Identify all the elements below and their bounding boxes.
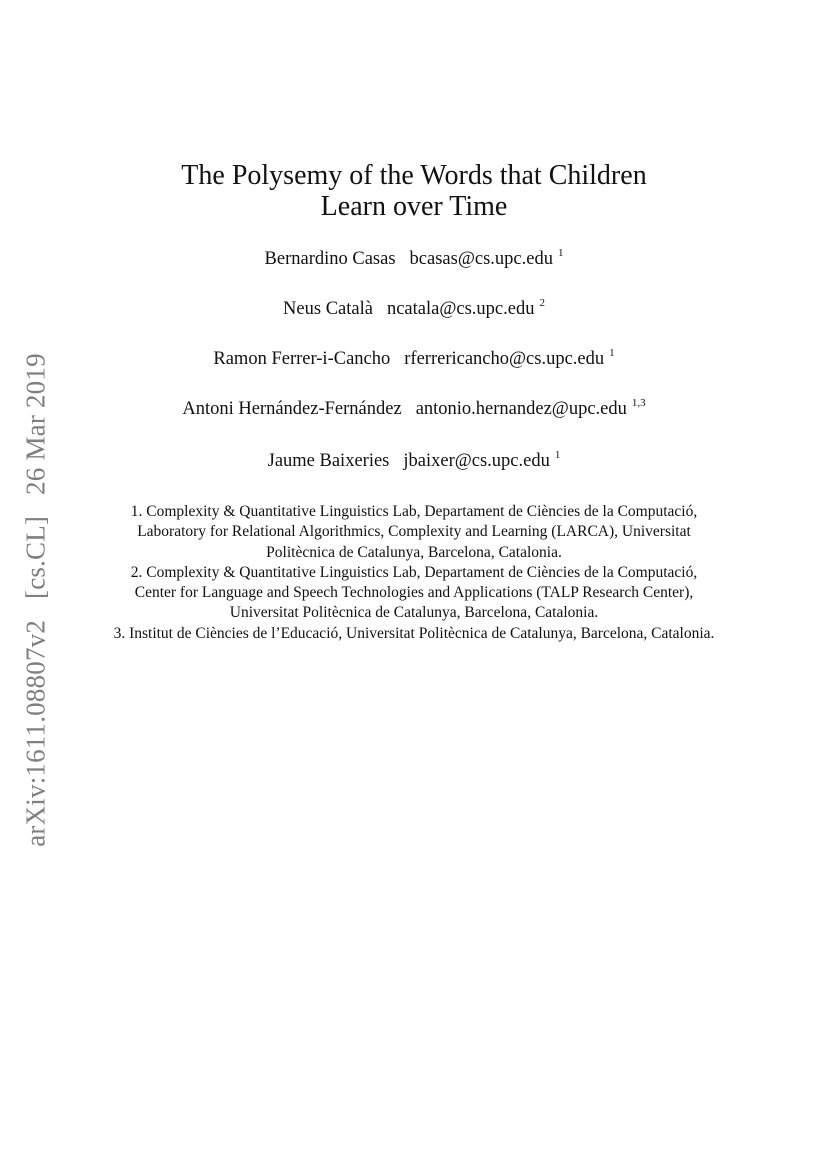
author-affiliation-marker: 1,3 [631, 397, 646, 409]
author-email: antonio.hernandez@upc.edu [415, 399, 627, 419]
affiliations-block [110, 502, 718, 644]
author-email: jbaixer@cs.upc.edu [403, 451, 550, 471]
author-email: ncatala@cs.upc.edu [386, 299, 535, 319]
title-line-2: Learn over Time [320, 191, 508, 222]
author-name: Antoni Hernández-Fernández [182, 399, 402, 419]
author-3 [110, 348, 718, 370]
author-affiliation-marker: 1 [557, 247, 564, 259]
arxiv-identifier-stamp [21, 353, 52, 847]
author-name: Bernardino Casas [264, 249, 396, 269]
arxiv-id: arXiv:1611.08807v2 [20, 619, 51, 847]
paper-title [110, 160, 718, 222]
author-email: bcasas@cs.upc.edu [409, 249, 553, 269]
author-name: Jaume Baixeries [267, 451, 390, 471]
author-2 [110, 298, 718, 320]
author-4 [110, 398, 718, 420]
author-affiliation-marker: 2 [539, 297, 545, 309]
affiliation-1: 1. Complexity & Quantitative Linguistics Lab, Departament de Ciències de la Computació, Laboratory for Relational Algorithmics, Complexity and Learning (LARCA), Universitat Politècnica de Catalunya, Barcelona, Catalonia. [130, 503, 698, 561]
author-name: Ramon Ferrer-i-Cancho [213, 349, 391, 369]
arxiv-category: [cs.CL] [20, 515, 51, 599]
author-5 [110, 450, 718, 472]
title-line-1: The Polysemy of the Words that Children [181, 160, 647, 191]
author-affiliation-marker: 1 [554, 449, 561, 461]
arxiv-date: 26 Mar 2019 [20, 353, 51, 495]
affiliation-3: 3. Institut de Ciències de l’Educació, Universitat Politècnica de Catalunya, Barcelona, Catalonia. [113, 624, 715, 642]
affiliation-2: 2. Complexity & Quantitative Linguistics Lab, Departament de Ciències de la Computació, Center for Language and Speech Technologies and Applications (TALP Research Center), Universitat Politècnica de Catalunya, Barcelona, Catalonia. [130, 563, 698, 622]
author-name: Neus Català [283, 299, 373, 319]
author-email: rferrericancho@cs.upc.edu [404, 349, 605, 369]
author-1 [110, 248, 718, 270]
author-affiliation-marker: 1 [609, 347, 615, 359]
